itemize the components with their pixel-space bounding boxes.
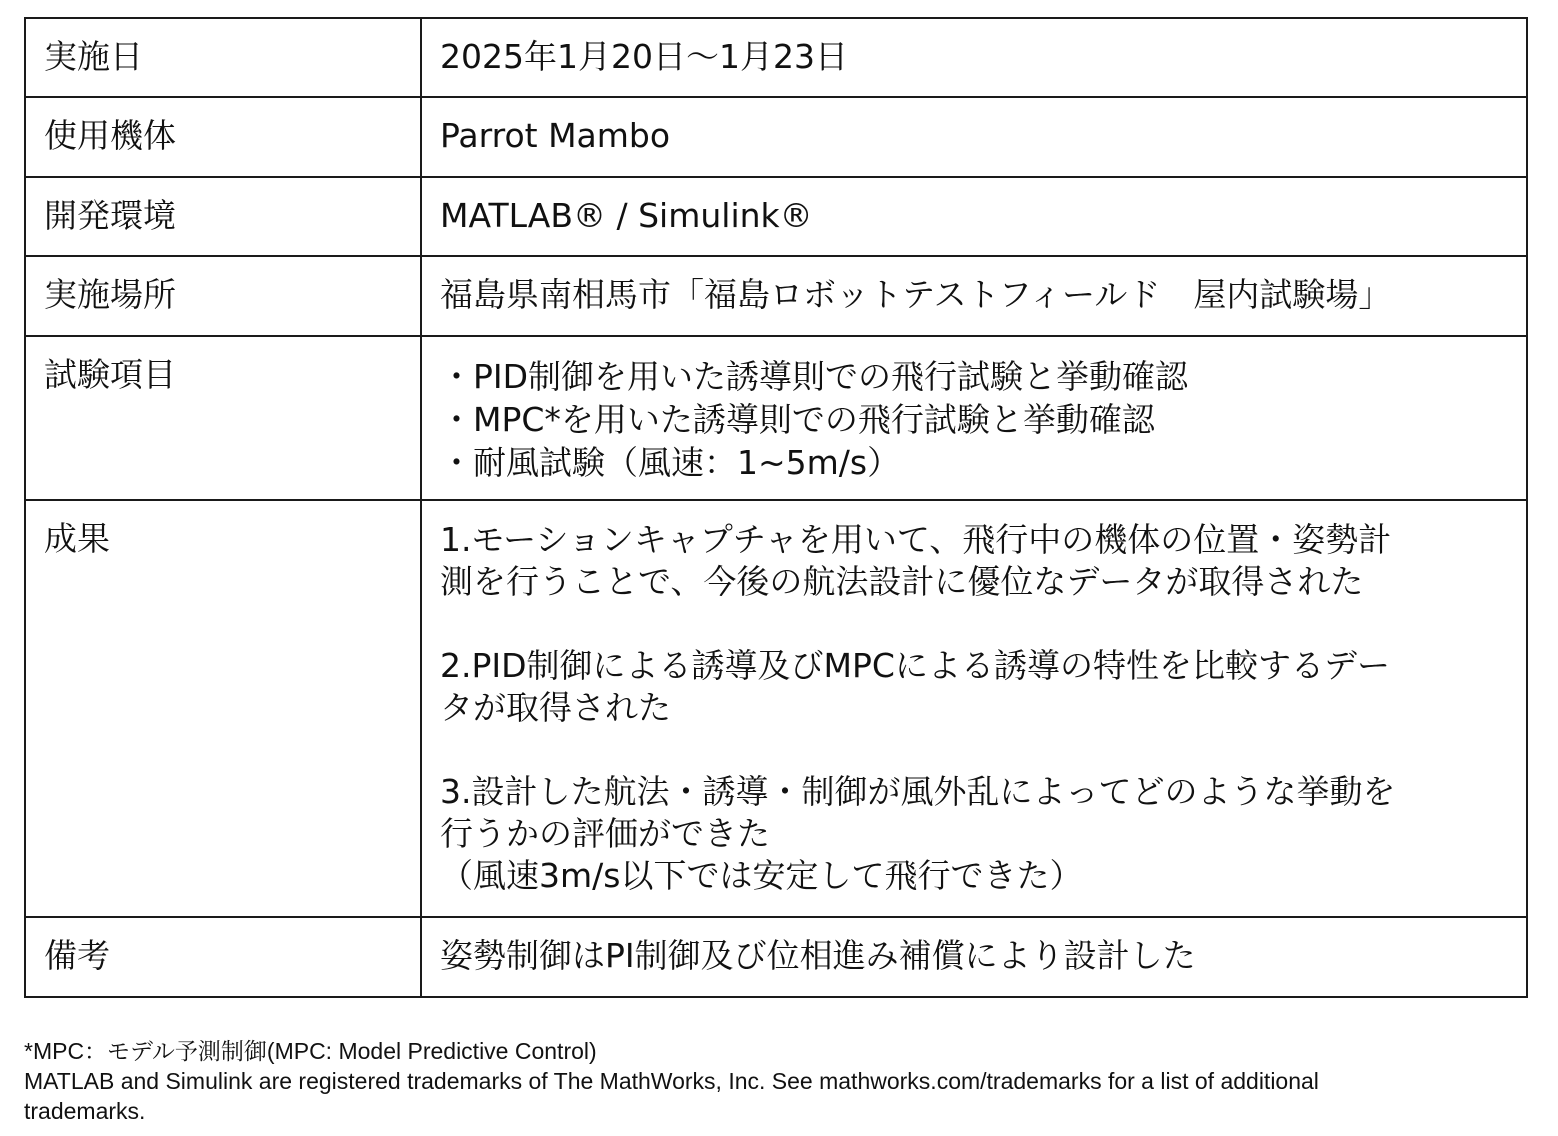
test-items-list <box>422 337 1526 484</box>
label-cell-results <box>25 500 421 917</box>
label-results: 成果 <box>44 519 110 558</box>
value-remarks: 姿勢制御はPI制御及び位相進み補償により設計した <box>440 936 1196 975</box>
test-item: ・耐風試験（風速：1~5m/s） <box>440 443 901 482</box>
value-cell-test-items <box>421 336 1527 500</box>
label-environment: 開発環境 <box>44 196 176 235</box>
value-cell-results <box>421 500 1527 917</box>
value-cell-date <box>421 18 1527 97</box>
label-location: 実施場所 <box>44 275 176 314</box>
value-cell-remarks <box>421 917 1527 997</box>
label-test-items: 試験項目 <box>44 355 176 394</box>
test-item: ・PID制御を用いた誘導則での飛行試験と挙動確認 <box>440 357 1189 396</box>
value-aircraft: Parrot Mambo <box>440 116 671 155</box>
result-paragraph-3 <box>440 771 1526 897</box>
footnote-block <box>24 1036 1534 1126</box>
value-location: 福島県南相馬市「福島ロボットテストフィールド 屋内試験場」 <box>440 275 1392 314</box>
table-row-location <box>25 256 1527 336</box>
label-cell-aircraft <box>25 97 421 177</box>
footnote-mpc: *MPC：モデル予測制御(MPC: Model Predictive Control) <box>24 1038 597 1064</box>
value-cell-aircraft <box>421 97 1527 177</box>
label-cell-date <box>25 18 421 97</box>
label-cell-test-items <box>25 336 421 500</box>
result-line: 測を行うことで、今後の航法設計に優位なデータが取得された <box>440 562 1364 601</box>
result-line: （風速3m/s以下では安定して飛行できた） <box>440 856 1083 895</box>
result-paragraph-1 <box>440 519 1526 603</box>
value-date: 2025年1月20日〜1月23日 <box>440 37 848 76</box>
value-environment: MATLAB® / Simulink® <box>440 196 813 235</box>
label-remarks: 備考 <box>44 936 110 975</box>
table-row-aircraft <box>25 97 1527 177</box>
footnote-trademark: MATLAB and Simulink are registered trademarks of The MathWorks, Inc. See mathworks.com/trademarks for a list of additional <box>24 1068 1319 1094</box>
result-line: タが取得された <box>440 688 671 727</box>
test-item: ・MPC*を用いた誘導則での飛行試験と挙動確認 <box>440 400 1155 439</box>
result-line: 1.モーションキャプチャを用いて、飛行中の機体の位置・姿勢計 <box>440 520 1392 559</box>
result-line: 3.設計した航法・誘導・制御が風外乱によってどのような挙動を <box>440 772 1396 811</box>
label-cell-environment <box>25 177 421 256</box>
table-row-environment <box>25 177 1527 256</box>
footnote-trademark-continued: trademarks. <box>24 1098 146 1124</box>
test-summary-table <box>24 17 1528 998</box>
label-cell-location <box>25 256 421 336</box>
table-row-test-items <box>25 336 1527 500</box>
table-row-results <box>25 500 1527 917</box>
value-cell-location <box>421 256 1527 336</box>
label-cell-remarks <box>25 917 421 997</box>
result-paragraph-2 <box>440 645 1526 729</box>
table-row-date <box>25 18 1527 97</box>
results-list <box>422 501 1526 897</box>
label-aircraft: 使用機体 <box>44 116 176 155</box>
result-line: 2.PID制御による誘導及びMPCによる誘導の特性を比較するデー <box>440 646 1390 685</box>
label-date: 実施日 <box>44 37 143 76</box>
table-row-remarks <box>25 917 1527 997</box>
result-line: 行うかの評価ができた <box>440 814 770 853</box>
value-cell-environment <box>421 177 1527 256</box>
